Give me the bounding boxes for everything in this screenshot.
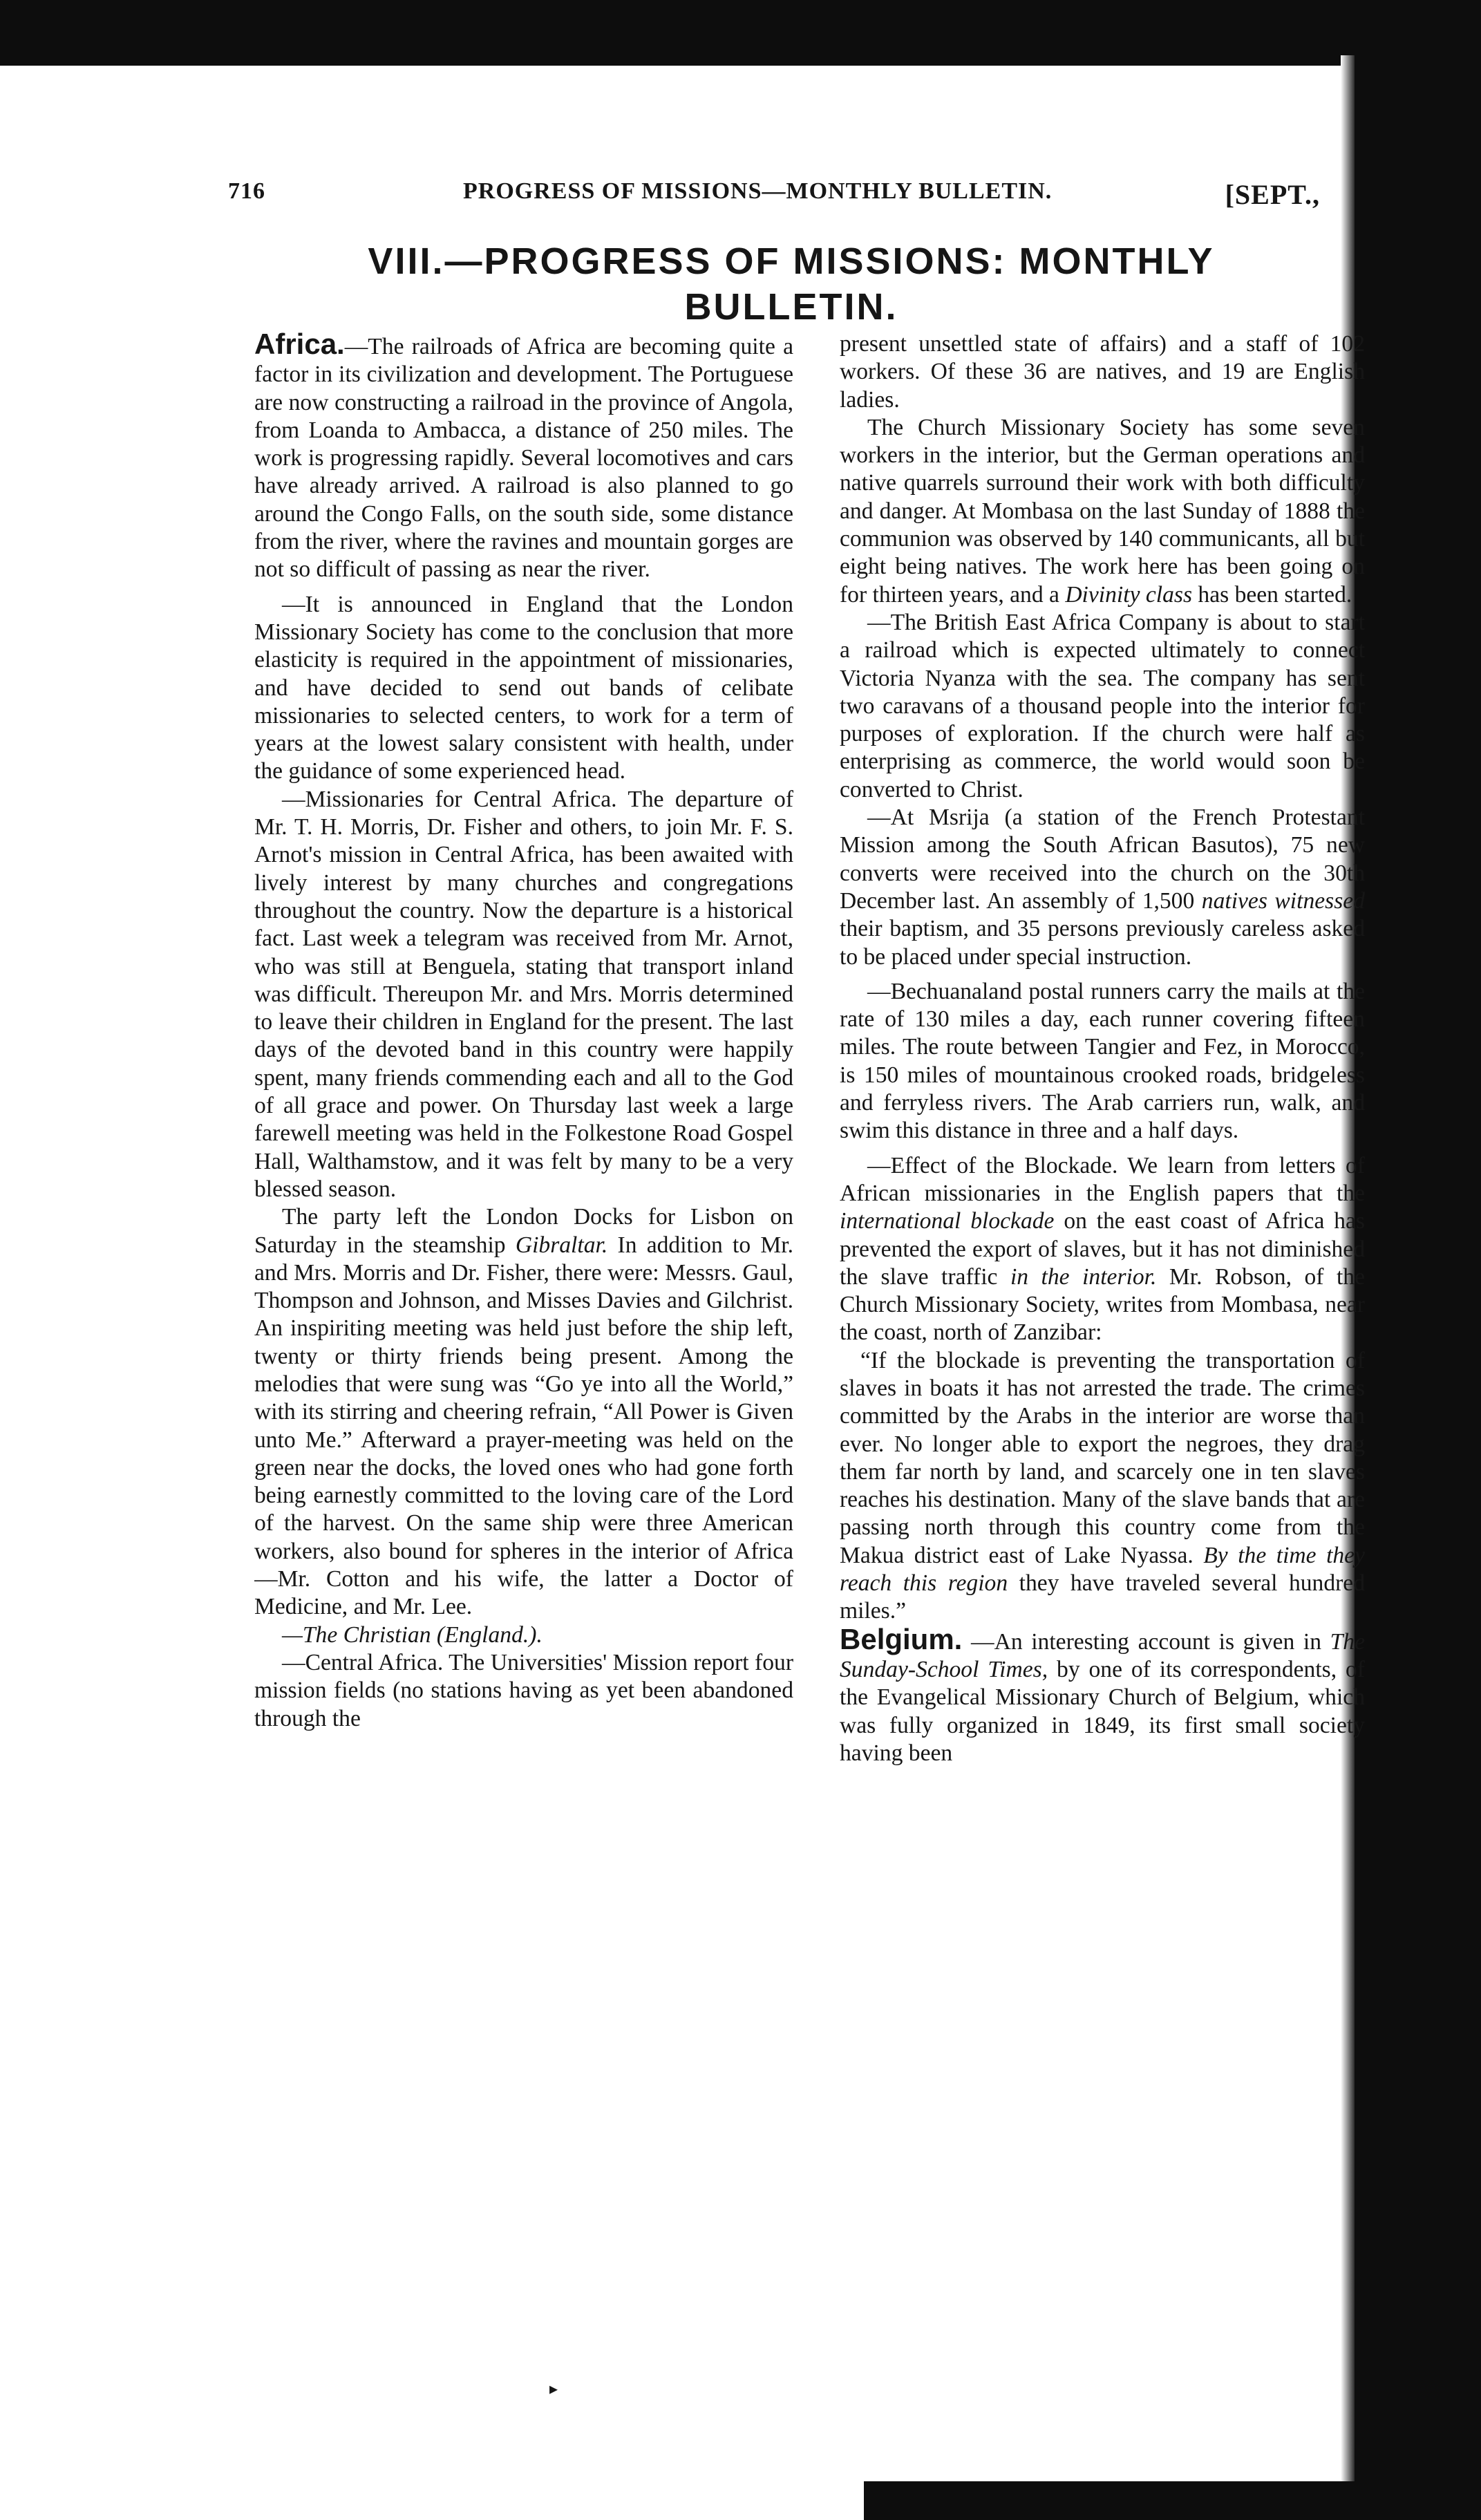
msrija-paragraph: —At Msrija (a station of the French Protestant Mission among the South African Basutos), 75 new converts were received into the church on the 30th December last. An assembly of 1,500 natives witnessed their baptism, and 35 persons previously careless asked to be placed under special instruction. [840, 805, 1365, 970]
running-month: [SEPT., [1225, 179, 1320, 210]
running-title: PROGRESS OF MISSIONS—MONTHLY BULLETIN. [463, 178, 1053, 204]
bottom-mark: ▸ [549, 2380, 558, 2398]
belgium-paragraph: Belgium. —An interesting account is given in The Sunday-School Times, by one of its correspondents, of the Evangelical Missionary Church of Belgium, which was fully organized in 1849, its first small society having been [840, 1622, 1365, 1766]
robson-quote: “If the blockade is preventing the transportation of slaves in boats it has not arrested the trade. The crimes committed by the Arabs in the interior are worse than ever. No longer able to export the negroes, they drag them far north by land, and scarcely one in ten slaves reaches his destination. Many of the slave bands that are passing north through this country come from the Makua district east of Lake Nyassa. By the time they reach this region they have traveled several hundred miles.” [840, 1347, 1365, 1624]
scan-border-top [0, 0, 1481, 66]
london-missionary-paragraph: —It is announced in England that the London Missionary Society has come to the conclusion that more elasticity is required in the appointment of missionaries, and have decided to send out bands of celibate missionaries to selected centers, to work for a term of years at the lowest salary consistent with health, under the guidance of some experienced head. [254, 591, 793, 784]
blockade-paragraph: —Effect of the Blockade. We learn from letters of African missionaries in the English papers that the international blockade on the east coast of Africa has prevented the export of slaves, but it has not diminished the slave traffic in the interior. Mr. Robson, of the Church Missionary Society, writes from Mombasa, near the coast, north of Zanzibar: [840, 1152, 1365, 1346]
scan-border-bottom [864, 2481, 1481, 2520]
africa-paragraph [254, 330, 793, 584]
running-head [228, 178, 1341, 220]
section-title: VIII.—PROGRESS OF MISSIONS: MONTHLY BULLETIN. [368, 241, 1215, 328]
page-number: 716 [228, 178, 265, 204]
sunday-school-times: The Sunday-School Times, [840, 1628, 1365, 1682]
british-east-africa-paragraph: —The British East Africa Company is about to start a railroad which is expected ultimately to connect Victoria Nyanza with the sea. The company has sent two caravans of a thousand people into the interior for purposes of exploration. If the church were half as enterprising as commerce, the world would soon be converted to Christ. [840, 609, 1365, 802]
ship-name: Gibraltar. [515, 1232, 608, 1258]
left-column [254, 330, 793, 2300]
belgium-heading: Belgium. [840, 1622, 963, 1655]
church-missionary-paragraph: The Church Missionary Society has some seven workers in the interior, but the German operations and native quarrels surround their work with both difficulty and danger. At Mombasa on the last Sunday of 1888 the communion was observed by 140 communicants, all but eight being natives. The work here has been going on for thirteen years, and a Divinity class has been started. [840, 414, 1365, 608]
africa-heading: Africa. [254, 330, 345, 360]
party-departure-paragraph: The party left the London Docks for Lisbon on Saturday in the steamship Gibraltar. In addition to Mr. and Mrs. Morris and Dr. Fisher, there were: Messrs. Gaul, Thompson and Johnson, and Misses Davies and Gilchrist. An inspiriting meeting was held just before the ship left, twenty or thirty friends being present. Among the melodies that were sung was “Go ye into all the World,” with its stirring and cheering refrain, “All Power is Given unto Me.” Afterward a prayer-meeting was held on the green near the docks, the loved ones who had gone forth being earnestly committed to the loving care of the Lord of the harvest. On the same ship were three American workers, also bound for spheres in the interior of Africa—Mr. Cotton and his wife, the latter a Doctor of Medicine, and Mr. Lee. [254, 1204, 793, 1620]
universities-mission-paragraph: —Central Africa. The Universities' Mission report four mission fields (no stations having as yet been abandoned through the [254, 1649, 793, 1731]
africa-railroads-text: —The railroads of Africa are becoming quite a factor in its civilization and development. The Portuguese are now constructing a railroad in the province of Angola, from Loanda to Ambacca, a distance of 250 miles. The work is progressing rapidly. Several locomotives and cars have already arrived. A railroad is also planned to go around the Congo Falls, on the south side, some distance from the river, where the ravines and mountain gorges are not so difficult of passing as near the river. [254, 334, 793, 583]
central-africa-missionaries-paragraph: —Missionaries for Central Africa. The departure of Mr. T. H. Morris, Dr. Fisher and others, to join Mr. F. S. Arnot's mission in Central Africa, has been awaited with lively interest by many churches and congregations throughout the country. Now the departure is a historical fact. Last week a telegram was received from Mr. Arnot, who was still at Benguela, stating that transport inland was difficult. Thereupon Mr. and Mrs. Morris determined to leave their children in England for the present. The last days of the devoted band in this country were happily spent, many friends commending each and all to the God of all grace and power. On Thursday last week a large farewell meeting was held in the Folkestone Road Gospel Hall, Walthamstow, and it was felt by many to be a very blessed season. [254, 786, 793, 1202]
right-column [840, 330, 1365, 2300]
scan-border-right [1355, 0, 1481, 2520]
bechuanaland-paragraph: —Bechuanaland postal runners carry the mails at the rate of 130 miles a day, each runner covering fifteen miles. The route between Tangier and Fez, in Morocco, is 150 miles of mountainous crooked roads, bridgeless and ferryless rivers. The Arab carriers run, walk, and swim this distance in three and a half days. [840, 978, 1365, 1144]
source-citation: —The Christian (England.). [282, 1621, 543, 1648]
divinity-class: Divinity class [1065, 581, 1193, 608]
universities-mission-continued: present unsettled state of affairs) and a staff of 102 workers. Of these 36 are natives, and 19 are English ladies. [840, 331, 1365, 413]
